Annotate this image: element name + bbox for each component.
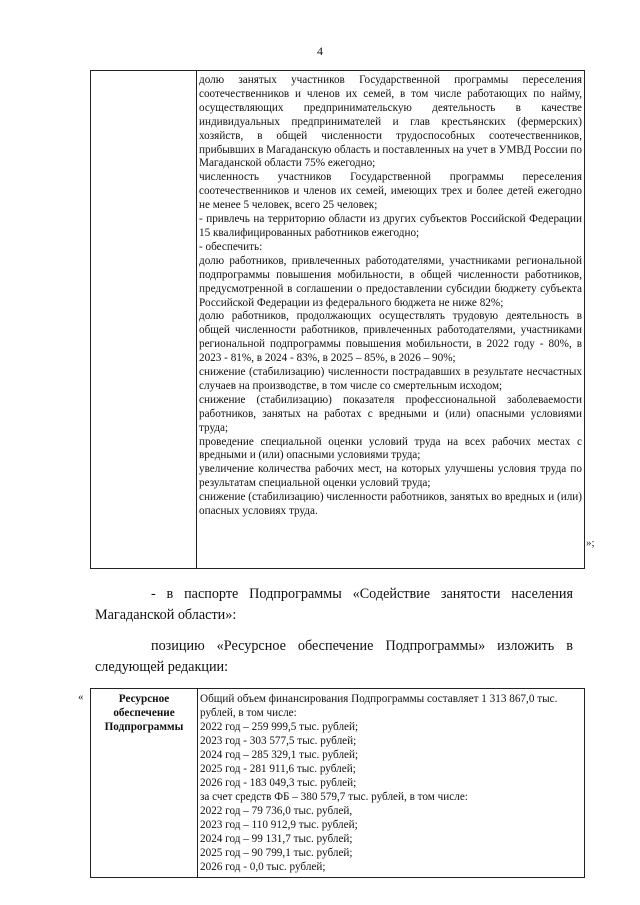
position-paragraph: позицию «Ресурсное обеспечение Подпрограммы» изложить в следующей редакции: [95, 638, 573, 675]
funding-line: за счет средств ФБ – 380 579,7 тыс. рублей, в том числе: [200, 791, 468, 803]
funding-line: 2023 год – 110 912,9 тыс. рублей; [200, 819, 358, 831]
table-line: долю занятых участников Государственной программы переселения соотечественников и членов их семей, в том числе работающих по найму, осуществляющих предпринимательскую деятельность в качестве индивидуальных предпринимателей и глав крестьянских (фермерских) хозяйств, в общей численности трудоспособных соотечественников, прибывших в Магаданскую область и поставленных на учет в УМВД России по Магаданской области 75% ежегодно; [199, 74, 582, 170]
table-line: - обеспечить: [199, 240, 263, 253]
table-line: долю работников, привлеченных работодателями, участниками региональной подпрограммы повышения мобильности, в общей численности работников, предусмотренной в соглашении о предоставлении субсидии бюджету субъекта Российской Федерации из федерального бюджета не ниже 82%; [199, 254, 582, 309]
table-line: снижение (стабилизацию) численности пострадавших в результате несчастных случаев на производстве, в том числе со смертельным исходом; [199, 366, 582, 392]
funding-line: 2025 год - 281 911,6 тыс. рублей; [200, 763, 356, 775]
funding-line: Общий объем финансирования Подпрограммы составляет 1 313 867,0 тыс. рублей, в том числе: [200, 693, 558, 719]
table-line: проведение специальной оценки условий труда на всех рабочих местах с вредными и (или) опасными условиями труда; [199, 435, 582, 462]
table-line: - привлечь на территорию области из других субъектов Российской Федерации 15 квалифицированных работников ежегодно; [199, 213, 582, 239]
resource-label: Ресурсное обеспечение Подпрограммы [104, 693, 184, 733]
table-line: увеличение количества рабочих мест, на которых улучшены условия труда по результатам специальной оценки условий труда; [199, 463, 582, 490]
funding-line: 2023 год - 303 577,5 тыс. рублей; [200, 735, 357, 747]
funding-line: 2024 год – 285 329,1 тыс. рублей; [200, 749, 359, 761]
page-number: 4 [317, 44, 323, 58]
resource-table [90, 688, 585, 878]
resource-content [200, 692, 584, 874]
targets-cell [199, 74, 582, 519]
table-line: долю работников, продолжающих осуществлять трудовую деятельность в общей численности работников, привлеченных работодателями, участниками региональной подпрограммы повышения мобильности, в 2022 году - 80%, в 2023 - 81%, в 2024 - 83%, в 2025 – 85%, в 2026 – 90%; [199, 310, 582, 365]
table-line: снижение (стабилизацию) показателя профессиональной заболеваемости работников, занятых на работах с вредными и (или) опасными условиями труда; [199, 393, 582, 434]
passport-paragraph: - в паспорте Подпрограммы «Содействие занятости населения Магаданской области»: [95, 586, 573, 623]
closing-quote-mark: »; [586, 537, 595, 549]
funding-line: 2025 год – 90 799,1 тыс. рублей; [200, 847, 353, 859]
funding-line: 2022 год – 259 999,5 тыс. рублей; [200, 721, 359, 733]
funding-line: 2026 год - 0,0 тыс. рублей; [200, 861, 326, 873]
targets-table [90, 70, 585, 569]
table-column-divider [197, 689, 198, 877]
table-line: снижение (стабилизацию) численности работников, занятых во вредных и (или) опасных условиях труда. [199, 491, 582, 518]
funding-line: 2022 год – 79 736,0 тыс. рублей, [200, 805, 353, 817]
table-column-divider [196, 71, 197, 568]
funding-line: 2024 год – 99 131,7 тыс. рублей; [200, 833, 353, 845]
opening-quote-mark: « [78, 691, 84, 703]
table-line: численность участников Государственной программы переселения соотечественников и членов их семей, имеющих трех и более детей ежегодно не менее 5 человек, всего 25 человек; [199, 171, 582, 212]
funding-line: 2026 год - 183 049,3 тыс. рублей; [200, 777, 357, 789]
